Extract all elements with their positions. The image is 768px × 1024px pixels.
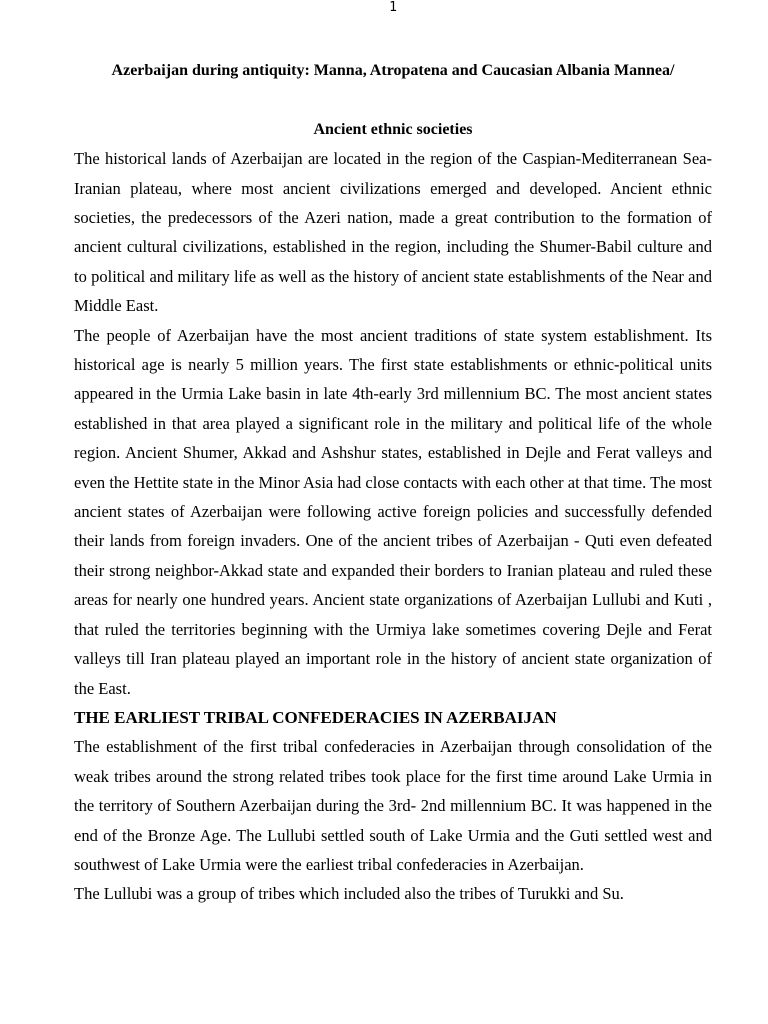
document-body (74, 56, 712, 909)
document-title: Azerbaijan during antiquity: Manna, Atropatena and Caucasian Albania Mannea/ (111, 62, 675, 79)
paragraph-tribal-confederacies: The establishment of the first tribal confederacies in Azerbaijan through consolidation of the weak tribes around the strong related tribes took place for the first time around Lake Urmia in the territory of Southern Azerbaijan during the 3rd- 2nd millennium BC. It was happened in the end of the Bronze Age. The Lullubi settled south of Lake Urmia and the Guti settled west and southwest of Lake Urmia were the earliest tribal confederacies in Azerbaijan. (74, 737, 712, 874)
paragraph-historical-lands: The historical lands of Azerbaijan are located in the region of the Caspian-Mediterranean Sea-Iranian plateau, where most ancient civilizations emerged and developed. Ancient ethnic societies, the predecessors of the Azeri nation, made a great contribution to the formation of ancient cultural civilizations, established in the region, including the Shumer-Babil culture and to political and military life as well as the history of ancient state establishments of the Near and Middle East. (74, 149, 712, 316)
page-number: 1 (389, 0, 397, 15)
paragraph-lullubi: The Lullubi was a group of tribes which included also the tribes of Turukki and Su. (74, 884, 624, 904)
document-subtitle: Ancient ethnic societies (313, 120, 473, 138)
paragraph-state-traditions: The people of Azerbaijan have the most ancient traditions of state system establishment. Its historical age is nearly 5 million years. The first state establishments or ethnic-political units appeared in the Urmia Lake basin in late 4th-early 3rd millennium BC. The most ancient states established in that area played a significant role in the military and political life of the whole region. Ancient Shumer, Akkad and Ashshur states, established in Dejle and Ferat valleys and even the Hettite state in the Minor Asia had close contacts with each other at that time. The most ancient states of Azerbaijan were following active foreign policies and successfully defended their lands from foreign invaders. One of the ancient tribes of Azerbaijan - Quti even defeated their strong neighbor-Akkad state and expanded their borders to Iranian plateau and ruled these areas for nearly one hundred years. Ancient state organizations of Azerbaijan Lullubi and Kuti , that ruled the territories beginning with the Urmiya lake sometimes covering Dejle and Ferat valleys till Iran plateau played an important role in the history of ancient state organization of the East. (74, 325, 712, 698)
section-heading: THE EARLIEST TRIBAL CONFEDERACIES IN AZERBAIJAN (74, 707, 557, 727)
